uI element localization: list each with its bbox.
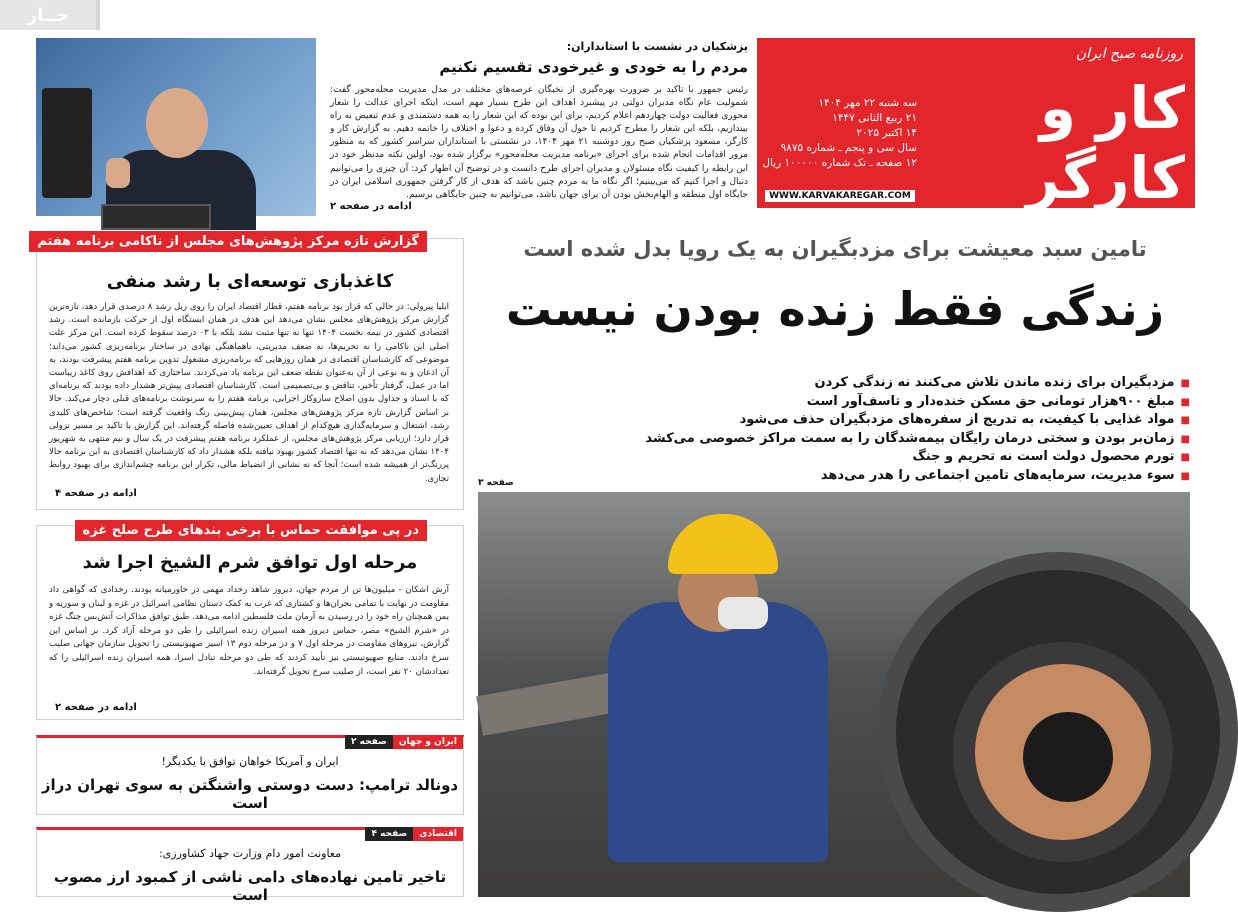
masthead-info-line: ۱۴ اکتبر ۲۰۲۵ [856, 127, 917, 139]
masthead-info-line: سه شنبه ۲۲ مهر ۱۴۰۴ [818, 97, 917, 109]
main-story-bullets [600, 374, 1190, 485]
parliament-report-box [36, 234, 464, 510]
watermark-logo: جــار [0, 0, 100, 30]
main-story-kicker: تامین سبد معیشت برای مزدبگیران به یک رویا بدل شده است [523, 237, 1147, 261]
bullet-item: ■ مبلغ ۹۰۰هزار تومانی حق مسکن خنده‌دار و تاسف‌آور است [600, 393, 1190, 412]
president-photo-icon [36, 38, 316, 216]
section-label: گزارش تازه مرکز پژوهش‌های مجلس از ناکامی برنامه هفتم [29, 231, 427, 252]
masthead-info-line: ۱۲ صفحه ـ تک شماره ۱۰۰۰۰۰ ریال [762, 157, 917, 169]
section-tag-name: ایران و جهان [393, 735, 463, 749]
section-tag [345, 735, 463, 749]
top-story-headline[interactable]: مردم را به خودی و غیرخودی تقسیم نکنیم [439, 58, 748, 76]
box-kicker: ایران و آمریکا خواهان توافق با یکدیگر! [161, 755, 339, 768]
masthead-tagline: روزنامه صبح ایران [1075, 46, 1183, 62]
bullet-item: ■ مواد غذایی با کیفیت، به تدریج از سفره‌های مزدبگیران حذف می‌شود [600, 411, 1190, 430]
main-story-page-ref[interactable]: صفحه ۳ [478, 478, 514, 488]
masthead-info-line: ۲۱ ربیع الثانی ۱۴۴۷ [832, 112, 917, 124]
box-headline[interactable]: تاخیر تامین نهاده‌های دامی ناشی از کمبود ارز مصوب است [53, 868, 447, 904]
person-head-shape [146, 88, 208, 158]
continue-link[interactable]: ادامه در صفحه ۲ [55, 702, 137, 713]
main-story-headline[interactable]: زندگی فقط زنده بودن نیست [505, 282, 1165, 336]
continue-link[interactable]: ادامه در صفحه ۴ [55, 488, 137, 499]
gaza-agreement-box [36, 525, 464, 720]
section-tag-page: صفحه ۲ [345, 735, 393, 749]
masthead-info [762, 96, 917, 171]
box-headline[interactable]: مرحله اول توافق شرم الشیخ اجرا شد [82, 552, 418, 573]
section-label: در پی موافقت حماس با برخی بندهای طرح صلح غزه [75, 520, 427, 541]
section-tag-page: صفحه ۴ [365, 827, 413, 841]
top-story-body: رئیس جمهور با تاکید بر ضرورت بهره‌گیری از نخبگان عرصه‌های مختلف در مدل مدیریت محله‌محور گفت: شمولیت عام نگاه مدیران دولتی در پیشبرد اهداف این طرح بسیار مهم است، اینکه اجرای عدالت را شعار محوری فعالیت دولت چهاردهم اعلام کردیم، برای این بوده که این شعار را به همه دستمندی و عدم تبعیض به راه بیندازیم، بلکه این شعار را مطرح کردیم تا حول آن وفاق کرده و دعوا و اختلاف را خاتمه دهیم. به گزارش کار و کارگر، مسعود پزشکیان صبح روز دوشنبه ۲۱ مهر ۱۴۰۴، در نشستی با استانداران سراسر کشور که به منظور مرور اقدامات انجام شده برای اجرای «برنامه مدیریت محله‌محور» برگزار شده بود، اولین نکته مدنظر خود در این رابطه را کیفیت نگاه مسئولان و مدیران اجرای طرح دانست و در توضیح آن اظهار کرد: آن چیزی را می‌توانیم دنبال و اجرا کنیم که می‌بینیم؛ اگر نگاه ما به مردم چنین باشد که هدف از کار گرفتن جمهوری اسلامی ایران در جایگاه اول منطقه و الهام‌بخش بودن آن برای جهان باشد، می‌توانیم به چنین جایگاهی برسیم. [330, 85, 748, 200]
bullet-item: ■ تورم محصول دولت است نه تحریم و جنگ [600, 448, 1190, 467]
worker-body-shape [608, 602, 828, 862]
section-tag [365, 827, 463, 841]
top-story-kicker: پزشکیان در نشست با استانداران: [566, 40, 748, 53]
top-story [330, 38, 748, 216]
masthead [757, 38, 1195, 212]
laptop-shape [101, 204, 211, 230]
bullet-item: ■ زمان‌بر بودن و سختی درمان رایگان بیمه‌شدگان را به سمت مراکز خصوصی می‌کشد [600, 430, 1190, 449]
masthead-url[interactable]: WWW.KARVAKAREGAR.COM [765, 190, 915, 202]
bullet-item: ■ مزدبگیران برای زنده ماندن تلاش می‌کنند نه زندگی کردن [600, 374, 1190, 393]
top-story-continue-link[interactable]: ادامه در صفحه ۲ [330, 201, 412, 212]
box-headline[interactable]: دونالد ترامپ: دست دوستی واشنگتن به سوی تهران دراز است [41, 776, 459, 812]
economy-news-box [36, 827, 464, 904]
world-news-box [36, 735, 464, 815]
box-kicker: معاونت امور دام وزارت جهاد کشاورزی: [158, 847, 342, 860]
masthead-logo: کار و کارگر [1026, 74, 1185, 212]
chair-shape [42, 88, 92, 198]
mask-shape [718, 597, 768, 629]
box-body: ایلیا پیرولی: در حالی که قرار بود برنامه هفتم، قطار اقتصاد ایران را روی ریل رشد ۸ درصدی قرار دهد، تازه‌ترین گزارش مرکز پژوهش‌های مجلس نشان می‌دهد این هدف در همان ایستگاه اول از حرکت بازمانده است. رشد اقتصادی کشور در نیمه نخست ۱۴۰۴ تنها نه تنها مثبت نشد بلکه با ۰۳ درصد سقوط کرده است. این مرکز علت اصلی این ناکامی را نه تحریم‌ها، نه ضعف مدیریتی، ناهماهنگی نهادی در ساختار برنامه‌ریزی کشور می‌داند؛ موضوعی که کارشناسان اقتصادی در همان روزهایی که برنامه‌ریزی مشغول تدوین برنامه هفتم پیشرفت بودند، به آن اذعان و به نوعی از آن به‌عنوان نقطه ضعف این برنامه یاد می‌کردند. ساختاری که اهدافش روی کاغذ زیباست اما در عمل، گرفتار تأخیر، تناقض و بی‌تصمیمی است. کارشناسان اقتصادی پیش‌تر هشدار داده بودند که برنامه‌ای که با اسناد و جداول بدون اصلاح سازوکار اجرایی، برنامه هفتم را به سرنوشت برنامه‌های قبلی دچار می‌کند. حالا بر اساس گزارش تازه مرکز پژوهش‌های مجلس، همان پیش‌بینی رنگ واقعیت گرفته است؛ شاخص‌های کلیدی رشد، اشتغال و سرمایه‌گذاری هیچ‌کدام از اهداف تعیین‌شده فاصله گرفته‌اند. این گزارش با تاکید بر مسیر نزولی قرار دارد؛ ارزیابی مرکز پژوهش‌های مجلس، از عملکرد برنامه هفتم پیشرفت در یک سال و نیم منتهی به شهریور ۱۴۰۴ نشان می‌دهد که نه تنها اقتصاد کشور بهبود نیافته بلکه هشدار داد که کارشناسان اقتصادی به این برنامه حالا پررنگ‌تر از همیشه شده است؛ آنجا که نه نشانی از انضباط مالی، تکرار این برنامه چشم‌اندازی برای بهبود روابط تجاری. [49, 302, 449, 484]
wheel-core-shape [1023, 712, 1113, 802]
bullet-item: ■ سوء مدیریت، سرمایه‌های تامین اجتماعی را هدر می‌دهد [600, 467, 1190, 486]
section-tag-name: اقتصادی [413, 827, 463, 841]
box-headline[interactable]: کاغذبازی توسعه‌ای با رشد منفی [106, 271, 394, 292]
box-body: آرش اشکان - میلیون‌ها تن از مردم جهان، دیروز شاهد رخداد مهمی در خاورمیانه بودند. رخدادی که گواهی داد مقاومت در نهایت با تمامی بحران‌ها و کشتاری که غرب به کمک دستان نظامی اسرائیل در غزه و لبنان و سوریه و یمن همچنان راه خود را در رسیدن به آرمان ملت فلسطین ادامه می‌دهد. طبق توافق مذاکرات آتش‌بس جنگ غزه در «شرم الشیخ» مصر، حماس دیروز همه اسیران زنده اسرائیلی را طی دو مرحله آزاد کرد. بر اساس این گزارش، نیروهای مقاومت در مرحله اول ۷ و در مرحله دوم ۱۳ اسیر صهیونیستی را تحویل سازمان جهانی صلیب سرخ دادند. منابع صهیونیستی نیز تأیید کردند که طی دو مرحله تبادل اسرا، همه اسیران زنده اسرائیلی را که تعدادشان ۲۰ نفر است، از صلیب سرخ تحویل گرفته‌اند. [49, 585, 449, 677]
worker-photo-icon [478, 492, 1190, 897]
person-hand-shape [106, 158, 130, 188]
masthead-info-line: سال سی و پنجم ـ شماره ۹۸۷۵ [780, 142, 917, 154]
